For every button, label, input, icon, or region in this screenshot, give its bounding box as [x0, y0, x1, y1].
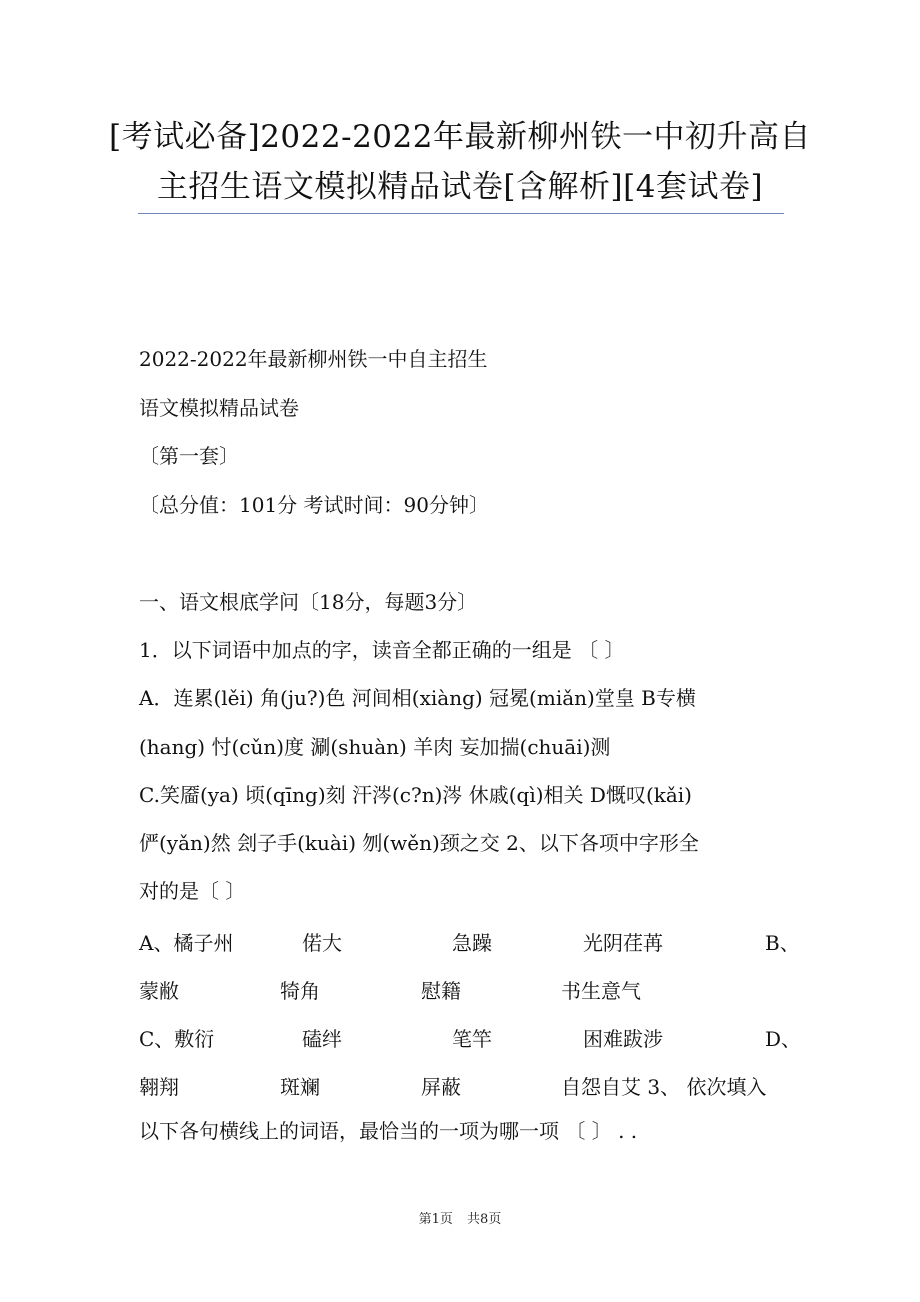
page-footer: 第1页 共8页	[418, 1212, 502, 1227]
q2-option-b-label: B、	[765, 931, 800, 955]
q2-option-c-4: 困难跋涉	[583, 1027, 663, 1051]
question-1-options-line-4: 俨(yǎn)然 刽子手(kuài) 刎(wěn)颈之交 2、以下各项中字形全	[139, 831, 699, 855]
question-1-options-line-1: A．连累(lěi) 角(ju?)色 河间相(xiàng) 冠冕(miǎn)堂皇 B专横	[139, 686, 696, 710]
exam-name-line-2: 语文模拟精品试卷	[139, 396, 299, 420]
document-title-line-1: [考试必备]2022-2022年最新柳州铁一中初升高自	[109, 119, 811, 155]
q2-option-d-1: 翱翔	[139, 1075, 179, 1099]
q2-option-b-1: 蒙敝	[139, 979, 179, 1003]
q2-option-a-1: A、橘子州	[139, 931, 234, 955]
question-1-options-line-3: C.笑靥(ya) 顷(qīng)刻 汗涔(c?n)涔 休戚(qì)相关 D慨叹(kǎi)	[139, 783, 692, 807]
section-heading: 一、语文根底学问〔18分，每题3分〕	[139, 590, 478, 614]
question-2-stem-end: 对的是〔 〕	[139, 879, 246, 903]
q2-option-d-4: 自怨自艾 3、 依次填入	[561, 1075, 767, 1099]
q2-option-b-2: 犄角	[280, 979, 320, 1003]
q2-option-b-3: 慰籍	[421, 979, 461, 1003]
q2-option-d-label: D、	[765, 1027, 802, 1051]
document-title-line-2: 主招生语文模拟精品试卷[含解析][4套试卷]	[156, 169, 764, 205]
q2-option-a-3: 急躁	[452, 931, 492, 955]
q2-option-c-2: 磕绊	[302, 1027, 342, 1051]
question-1-options-line-2: (hang) 忖(cǔn)度 涮(shuàn) 羊肉 妄加揣(chuāi)测	[139, 735, 611, 759]
title-divider	[138, 213, 784, 214]
question-1-stem: 1．以下词语中加点的字，读音全都正确的一组是 〔 〕	[139, 638, 625, 662]
q2-option-c-3: 笔竿	[452, 1027, 492, 1051]
exam-score-time: 〔总分值：101分 考试时间：90分钟〕	[139, 493, 489, 517]
q2-option-d-2: 斑斓	[280, 1075, 320, 1099]
q2-option-c-1: C、敷衍	[139, 1027, 215, 1051]
document-title	[100, 112, 820, 212]
q2-option-a-2: 偌大	[302, 931, 342, 955]
exam-set-label: 〔第一套〕	[139, 444, 239, 468]
q2-option-a-4: 光阴荏苒	[583, 931, 663, 955]
exam-name-line-1: 2022-2022年最新柳州铁一中自主招生	[139, 347, 488, 371]
q2-option-b-4: 书生意气	[561, 979, 641, 1003]
q2-option-d-3: 屏蔽	[421, 1075, 461, 1099]
question-3-stem: 以下各句横线上的词语，最恰当的一项为哪一项 〔 〕 . .	[139, 1119, 638, 1143]
